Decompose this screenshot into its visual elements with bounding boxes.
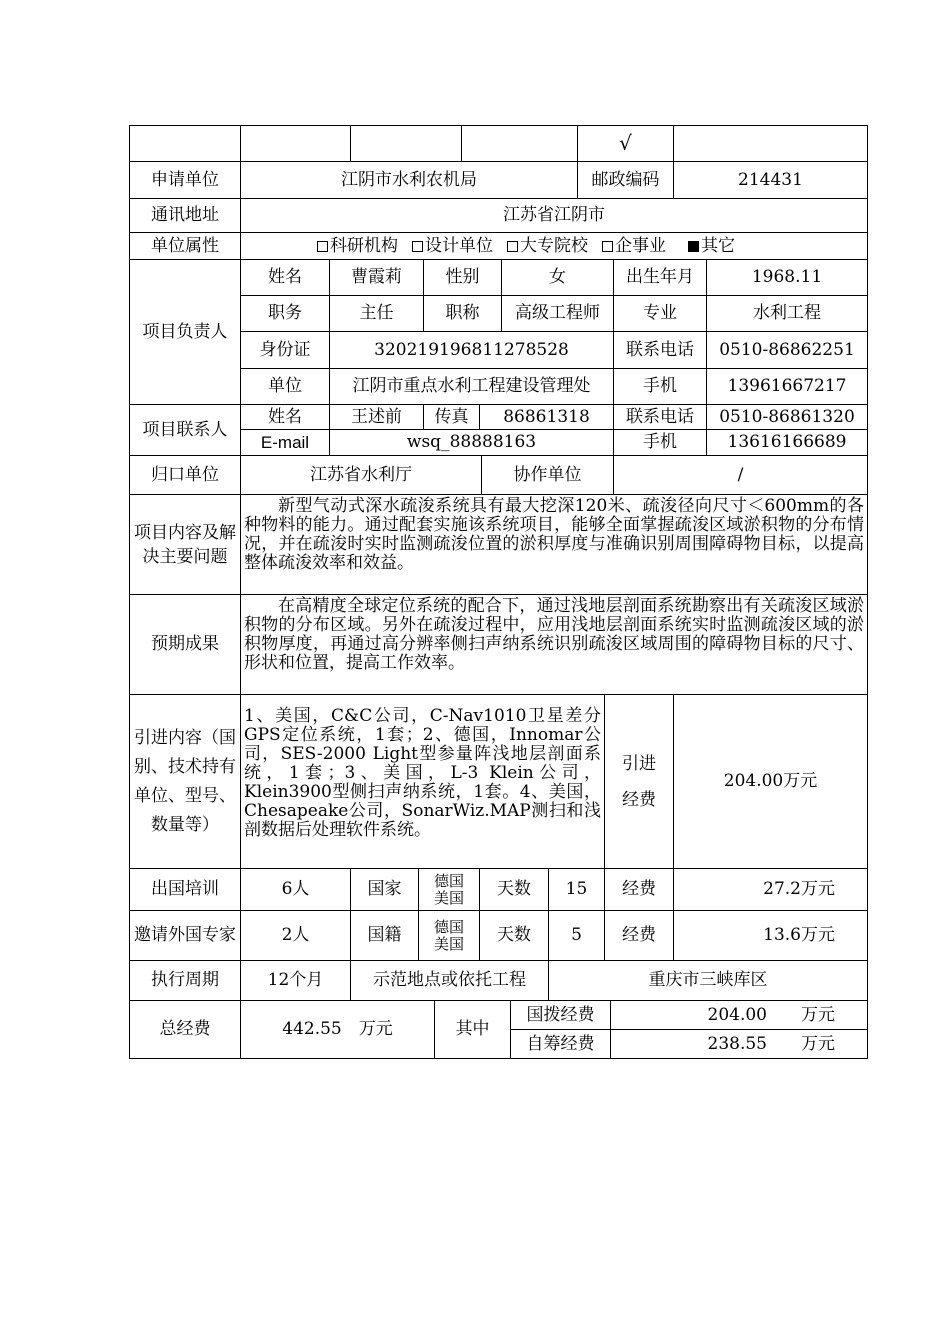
experts-people: 2人	[240, 910, 351, 961]
content-text	[240, 494, 868, 595]
postcode-label: 邮政编码	[577, 161, 674, 199]
leader-major: 水利工程	[706, 295, 868, 332]
import-text	[240, 694, 605, 869]
checkbox-college[interactable]	[507, 241, 518, 252]
option-other: 其它	[701, 235, 735, 256]
results-text	[240, 594, 868, 695]
top-cell-4	[461, 125, 578, 162]
leader-name-label: 姓名	[240, 259, 330, 296]
import-paragraph: 1、美国，C&C公司，C-Nav1010卫星差分GPS定位系统，1套；2、德国，Innomar公司，SES-2000 Light型参量阵浅地层剖面系统，1套；3、美国，L-3 Klein公司，Klein3900型侧扫声纳系统，1套。4、美国，Chesapeake公司，SonarWiz.MAP测扫和浅剖数据后处理软件系统。	[244, 706, 601, 840]
top-cell-6	[673, 125, 868, 162]
experts-days-label: 天数	[479, 910, 549, 961]
site-value: 重庆市三峡库区	[548, 960, 868, 1001]
experts-label: 邀请外国专家	[129, 910, 241, 961]
leader-phone-label: 联系电话	[613, 331, 707, 369]
contact-email-label: E-mail	[240, 429, 330, 456]
top-cell-2	[240, 125, 351, 162]
leader-id: 320219196811278528	[329, 331, 614, 369]
contact-mobile: 13616166689	[706, 429, 868, 456]
postcode-value: 214431	[673, 161, 868, 199]
content-label: 项目内容及解决主要问题	[129, 494, 241, 595]
training-fee-label: 经费	[604, 868, 674, 911]
checkbox-other[interactable]	[688, 241, 699, 252]
site-label: 示范地点或依托工程	[350, 960, 549, 1001]
import-fee-label: 引进经费	[604, 694, 674, 869]
address-value: 江苏省江阴市	[240, 198, 868, 233]
contact-label: 项目联系人	[129, 404, 241, 456]
option-research: 科研机构	[330, 235, 398, 256]
checkbox-research[interactable]	[317, 241, 328, 252]
experts-country: 德国美国	[418, 910, 480, 961]
period-label: 执行周期	[129, 960, 241, 1001]
training-days-label: 天数	[479, 868, 549, 911]
leader-mobile-label: 手机	[613, 368, 707, 405]
training-label: 出国培训	[129, 868, 241, 911]
contact-fax: 86861318	[479, 404, 614, 430]
leader-title-label: 职称	[423, 295, 502, 332]
authority-label: 归口单位	[129, 455, 241, 495]
option-college: 大专院校	[520, 235, 588, 256]
self-fund-label: 自筹经费	[510, 1029, 611, 1059]
leader-gender: 女	[501, 259, 614, 296]
unit-type-label: 单位属性	[129, 232, 241, 260]
contact-phone: 0510-86861320	[706, 404, 868, 430]
of-which-label: 其中	[434, 1000, 511, 1059]
contact-fax-label: 传真	[423, 404, 480, 430]
experts-fee: 13.6万元	[673, 910, 868, 961]
contact-name-label: 姓名	[240, 404, 330, 430]
leader-label: 项目负责人	[129, 259, 241, 405]
content-paragraph: 新型气动式深水疏浚系统具有最大挖深120米、疏浚径向尺寸＜600mm的各种物料的能力。通过配套实施该系统项目，能够全面掌握疏浚区域淤积物的分布情况，并在疏浚时实时监测疏浚位置的淤积厚度与准确识别周围障碍物目标，以提高整体疏浚效率和效益。	[244, 496, 864, 573]
total-value: 442.55 万元	[240, 1000, 435, 1059]
period-value: 12个月	[240, 960, 351, 1001]
training-country-label: 国家	[350, 868, 419, 911]
results-paragraph: 在高精度全球定位系统的配合下，通过浅地层剖面系统勘察出有关疏浚区域淤积物的分布区域。另外在疏浚过程中，应用浅地层剖面系统实时监测疏浚区域的淤积物厚度，再通过高分辨率侧扫声纳系统识别疏浚区域周围的障碍物目标的尺寸、形状和位置，提高工作效率。	[244, 596, 864, 673]
leader-title: 高级工程师	[501, 295, 614, 332]
leader-mobile: 13961667217	[706, 368, 868, 405]
total-label: 总经费	[129, 1000, 241, 1059]
leader-gender-label: 性别	[423, 259, 502, 296]
option-enterprise: 企事业	[615, 235, 666, 256]
training-people: 6人	[240, 868, 351, 911]
leader-name: 曹霞莉	[329, 259, 424, 296]
top-cell-1	[129, 125, 241, 162]
training-country: 德国美国	[418, 868, 480, 911]
results-label: 预期成果	[129, 594, 241, 695]
import-label: 引进内容（国别、技术持有单位、型号、数量等）	[129, 694, 241, 869]
coop-label: 协作单位	[481, 455, 614, 495]
applicant-value: 江阴市水利农机局	[240, 161, 578, 199]
contact-email[interactable]: wsq_88888163	[329, 429, 614, 456]
leader-post: 主任	[329, 295, 424, 332]
training-fee: 27.2万元	[673, 868, 868, 911]
option-design: 设计单位	[425, 235, 493, 256]
unit-type-options	[240, 232, 868, 260]
experts-country-label: 国籍	[350, 910, 419, 961]
checkbox-design[interactable]	[412, 241, 423, 252]
leader-unit-label: 单位	[240, 368, 330, 405]
leader-post-label: 职务	[240, 295, 330, 332]
address-label: 通讯地址	[129, 198, 241, 233]
leader-unit: 江阴市重点水利工程建设管理处	[329, 368, 614, 405]
top-check-mark: √	[577, 125, 674, 162]
contact-mobile-label: 手机	[613, 429, 707, 456]
leader-phone: 0510-86862251	[706, 331, 868, 369]
contact-name: 王述前	[329, 404, 424, 430]
top-cell-3	[350, 125, 462, 162]
import-fee: 204.00万元	[673, 694, 868, 869]
leader-birth: 1968.11	[706, 259, 868, 296]
national-fund: 204.00 万元	[610, 1000, 868, 1030]
experts-fee-label: 经费	[604, 910, 674, 961]
self-fund: 238.55 万元	[610, 1029, 868, 1059]
leader-id-label: 身份证	[240, 331, 330, 369]
checkbox-enterprise[interactable]	[602, 241, 613, 252]
contact-phone-label: 联系电话	[613, 404, 707, 430]
coop-value: /	[613, 455, 868, 495]
training-days: 15	[548, 868, 605, 911]
applicant-label: 申请单位	[129, 161, 241, 199]
authority-value: 江苏省水利厅	[240, 455, 482, 495]
leader-major-label: 专业	[613, 295, 707, 332]
experts-days: 5	[548, 910, 605, 961]
leader-birth-label: 出生年月	[613, 259, 707, 296]
national-fund-label: 国拨经费	[510, 1000, 611, 1030]
